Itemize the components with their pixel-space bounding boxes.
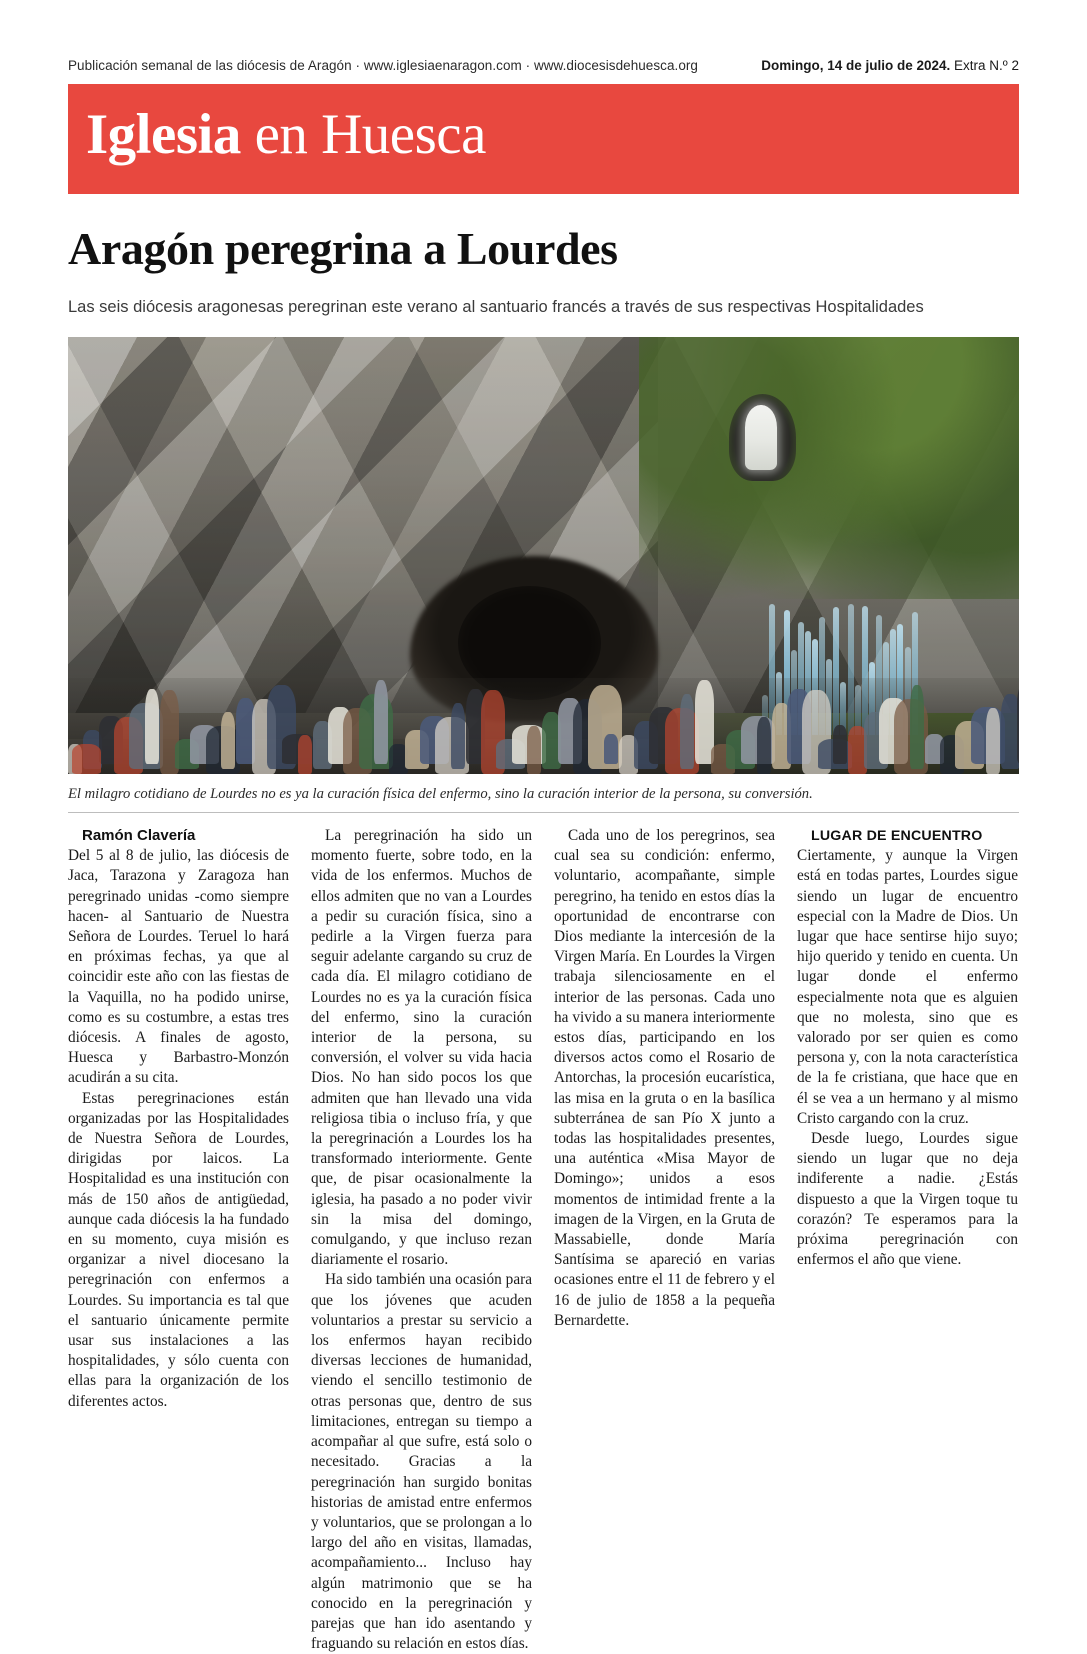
photo-virgin-statue <box>745 405 777 471</box>
article-section-heading: LUGAR DE ENCUENTRO <box>811 828 983 844</box>
paragraph: Del 5 al 8 de julio, las diócesis de Jaca, Tarazona y Zaragoza han peregrinado unidas -como siempre hacen- al Santuario de Nuestra Señora de Lourdes. Teruel lo hará en próximas fechas, ya que al coincidir este año con las fiestas de la Vaquilla, no ha podido unirse, como es su costumbre, a estas tres diócesis. A finales de agosto, Huesca y Barbastro-Monzón acudirán a su cita. <box>68 847 289 1087</box>
masthead-date-bold: Domingo, 14 de julio de 2024. <box>761 58 951 73</box>
article-column-3 <box>554 826 775 1451</box>
article-column-2 <box>311 826 532 1653</box>
masthead-publication-note: Publicación semanal de las diócesis de Aragón · www.iglesiaenaragon.com · www.diocesisdehuesca.org <box>68 58 698 73</box>
article-byline: Ramón Clavería <box>82 827 196 844</box>
photo-pilgrim-crowd <box>68 678 1019 774</box>
paragraph: Desde luego, Lourdes sigue siendo un lugar que no deja indiferente a nadie. ¿Estás dispuesto a que la Virgen toque tu corazón? Te esperamos para la próxima peregrinación con enfermos el año que viene. <box>797 1130 1018 1269</box>
article-photo-lourdes-grotto <box>68 337 1019 774</box>
masthead-date <box>761 58 1019 73</box>
divider <box>68 812 1019 813</box>
paragraph: Cada uno de los peregrinos, sea cual sea su condición: enfermo, voluntario, acompañante, simple peregrino, ha tenido en estos días la oportunidad de encontrarse con Dios mediante la intercesión de la Virgen María. En Lourdes la Virgen trabaja silenciosamente en el interior de las personas. Cada uno ha vivido a su manera interiormente estos días, participando en los diversos actos como el Rosario de Antorchas, la procesión eucarística, las misa en la gruta o en la basílica subterránea de san Pío X junto a todas las hospitalidades presentes, una auténtica «Misa Mayor de Domingo»; unidos a esos momentos de intimidad frente a la imagen de la Virgen, en la Gruta de Massabielle, donde María Santísima se apareció en varias ocasiones entre el 11 de febrero y el 16 de julio de 1858 a la pequeña Bernardette. <box>554 827 775 1329</box>
article-headline: Aragón peregrina a Lourdes <box>68 223 618 274</box>
masthead-issue: Extra N.º 2 <box>950 58 1019 73</box>
article-subhead: Las seis diócesis aragonesas peregrinan este verano al santuario francés a través de sus respectivas Hospitalidades <box>68 298 924 316</box>
masthead-title-light: en Huesca <box>240 103 486 166</box>
article-body <box>68 826 1019 1653</box>
paragraph: Estas peregrinaciones están organizadas por las Hospitalidades de Nuestra Señora de Lourdes, dirigidas por laicos. La Hospitalidad es una institución con más de 150 años de antigüedad, aunque cada diócesis la ha fundado en su momento, cuya misión es organizar a nivel diocesano la peregrinación con enfermos a Lourdes. Su importancia es tal que el santuario únicamente permite usar sus instalaciones a las hospitalidades, y sólo cuenta con ellas para la organización de los diferentes actos. <box>68 1089 289 1410</box>
masthead-topline <box>68 58 1019 73</box>
masthead-banner <box>68 84 1019 194</box>
paragraph: Ha sido también una ocasión para que los jóvenes que acuden voluntarios a prestar su servicio a los enfermos hayan recibido diversas lecciones de humanidad, viendo el sencillo testimonio de otras personas que, dentro de sus limitaciones, entregan su tiempo a acompañar al que sufre, está solo o necesitado. Gracias a la peregrinación han surgido bonitas historias de amistad entre enfermos y voluntarios, que se prolongan a lo largo del año en visitas, llamadas, acompañamiento... Incluso hay algún matrimonio que se ha conocido en la peregrinación y parejas que han ido asentando y fraguando su relación en estos días. <box>311 1271 532 1653</box>
article-column-1 <box>68 826 289 1451</box>
article-column-4 <box>797 826 1018 1451</box>
photo-foliage <box>639 337 1019 599</box>
masthead-title-bold: Iglesia <box>86 103 241 166</box>
photo-caption: El milagro cotidiano de Lourdes no es ya la curación física del enfermo, sino la curación interior de la persona, su conversión. <box>68 786 813 802</box>
paragraph: La peregrinación ha sido un momento fuerte, sobre todo, en la vida de los enfermos. Muchos de ellos admiten que no van a Lourdes a pedir su curación física, sino a pedirle a la Virgen fuerza para seguir adelante cargando su cruz de cada día. El milagro cotidiano de Lourdes no es ya la curación física del enfermo, sino la curación interior de la persona, su conversión, el volver su vida hacia Dios. No han sido pocos los que admiten que han llevado una vida religiosa tibia o incluso fría, y que la peregrinación a Lourdes los ha transformado interiormente. Gente que, de pisar ocasionalmente la iglesia, ha pasado a no poder vivir sin la misa del domingo, comulgando, y que incluso rezan diariamente el rosario. <box>311 827 532 1269</box>
paragraph: Ciertamente, y aunque la Virgen está en todas partes, Lourdes sigue siendo un lugar de encuentro especial con la Madre de Dios. Un lugar que hace sentirse hijo suyo; hijo querido y tenido en cuenta. Un lugar donde el enfermo especialmente nota que es alguien que no molesta, sino que es valorado por ser quien es como persona y, con la nota característica de la fe cristiana, que hace que en él se vea a un hermano y al mismo Cristo cargando con la cruz. <box>797 847 1018 1127</box>
masthead-title <box>86 104 486 166</box>
